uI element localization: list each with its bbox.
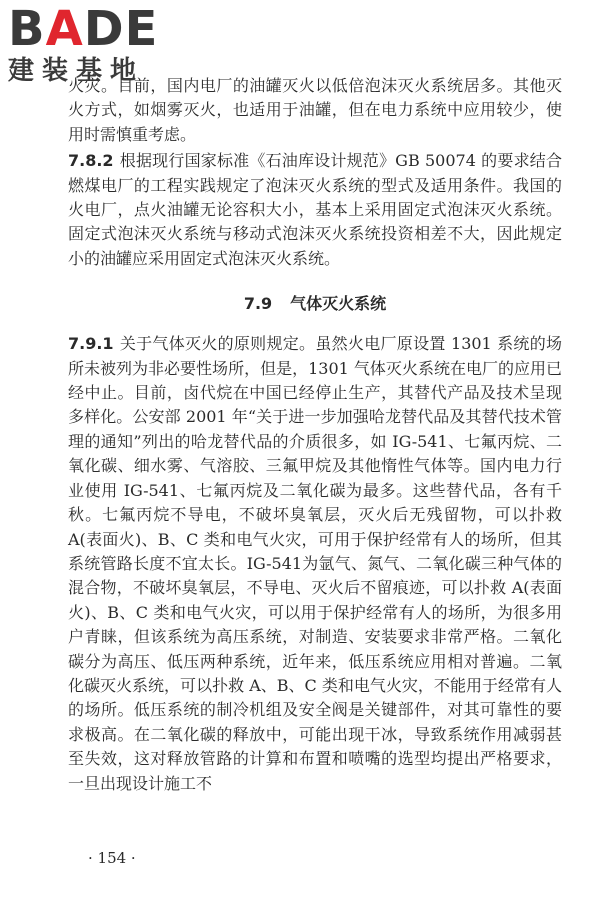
paragraph-continuation: 火灾。目前，国内电厂的油罐灭火以低倍泡沫灭火系统居多。其他灭火方式，如烟雾灭火，也适用于油罐，但在电力系统中应用较少，使用时需慎重考虑。 (68, 76, 562, 144)
clause-number: 7.9.1 (68, 334, 114, 354)
paragraph-text: 关于气体灭火的原则规定。虽然火电厂原设置 1301 系统的场所未被列为非必要性场所，但是，1301 气体灭火系统在电厂的应用已经中止。目前，卤代烷在中国已经停止生产，其替代产品及技术呈现多样化。公安部 2001 年“关于进一步加强哈龙替代品及其替代技术管理的通知”列出的哈龙替代品的介质很多，如 IG-541、七氟丙烷、二氧化碳、细水雾、气溶胶、三氟甲烷及其他惰性气体等。国内电力行业使用 IG-541、七氟丙烷及二氧化碳为最多。这些替代品，各有千秋。七氟丙烷不导电，不破坏臭氧层，灭火后无残留物，可以扑救 A(表面火)、B、C 类和电气火灾，可用于保护经常有人的场所，但其系统管路长度不宜太长。IG-541为氩气、氮气、二氧化碳三种气体的混合物，不破坏臭氧层，不导电、灭火后不留痕迹，可以扑救 A(表面火)、B、C 类和电气火灾，可以用于保护经常有人的场所，为很多用户青睐，但该系统为高压系统，对制造、安装要求非常严格。二氧化碳分为高压、低压两种系统，近年来，低压系统应用相对普遍。二氧化碳灭火系统，可以扑救 A、B、C 类和电气火灾，不能用于经常有人的场所。低压系统的制冷机组及安全阀是关键部件，对其可靠性的要求极高。在二氧化碳的释放中，可能出现干冰，导致系统作用减弱甚至失效，这对释放管路的计算和布置和喷嘴的选型均提出严格要求，一旦出现设计施工不 (68, 334, 562, 793)
logo-brand: BADE (8, 1, 159, 57)
paragraph-text: 根据现行国家标准《石油库设计规范》GB 50074 的要求结合燃煤电厂的工程实践规定了泡沫灭火系统的型式及适用条件。我国的火电厂，点火油罐无论容积大小，基本上采用固定式泡沫灭火系统。固定式泡沫灭火系统与移动式泡沫灭火系统投资相差不大，因此规定小的油罐应采用固定式泡沫灭火系统。 (68, 151, 562, 268)
section-number: 7.9 (243, 294, 273, 314)
bade-logo (8, 1, 178, 86)
section-title: 气体灭火系统 (290, 294, 387, 314)
clause-number: 7.8.2 (68, 151, 114, 171)
page-number: · 154 · (88, 849, 136, 867)
paragraph-7-9-1 (68, 332, 562, 796)
paragraph-7-8-2 (68, 149, 562, 271)
logo-subtitle: 建装基地 (8, 56, 145, 86)
section-heading (68, 291, 562, 314)
logo-accent-letter: A (45, 1, 84, 57)
document-body (68, 74, 562, 796)
